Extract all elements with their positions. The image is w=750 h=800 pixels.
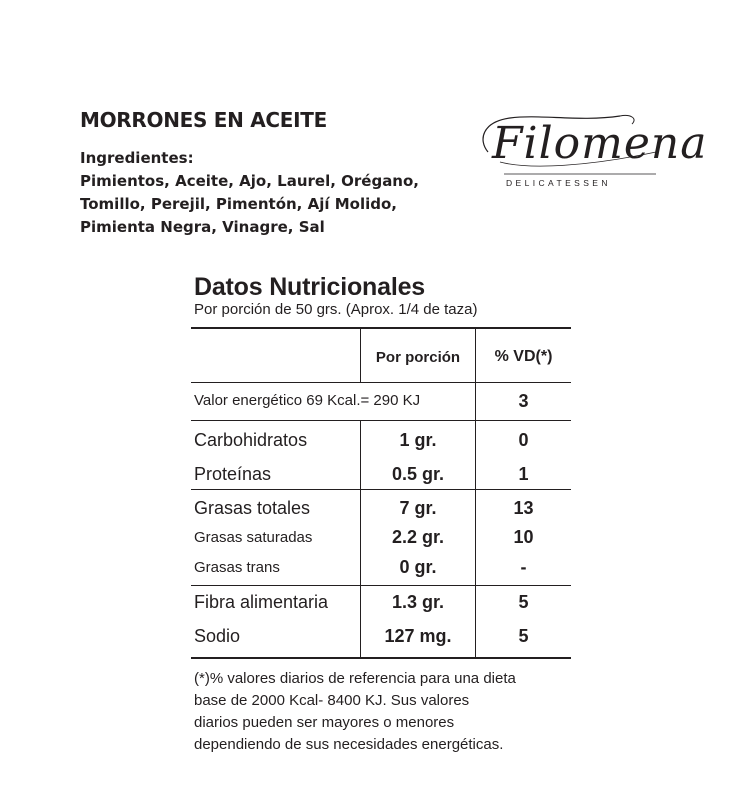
brand-logo: [470, 100, 708, 200]
table-row-label: Grasas totales: [194, 498, 311, 518]
table-row-vd: 10: [513, 527, 534, 547]
table-row-label: Carbohidratos: [194, 430, 308, 450]
brand-tagline: DELICATESSEN: [506, 178, 611, 188]
table-row-vd: 5: [518, 626, 529, 646]
footnote-line: dependiendo de sus necesidades energéticas.: [194, 736, 504, 753]
brand-name: Filomena: [492, 118, 708, 169]
table-row-portion: 0 gr.: [399, 557, 437, 577]
table-bottom-rule: [191, 657, 571, 659]
table-row-label: Grasas saturadas: [194, 529, 313, 546]
section-rule: [191, 489, 571, 490]
energy-vd: 3: [518, 391, 529, 411]
table-row-portion: 1.3 gr.: [391, 592, 445, 612]
footnote-line: base de 2000 Kcal- 8400 KJ. Sus valores: [194, 692, 470, 709]
table-row-vd: 0: [518, 430, 529, 450]
table-row-vd: 13: [513, 498, 534, 518]
table-row-portion: 0.5 gr.: [391, 464, 445, 484]
table-row-portion: 7 gr.: [399, 498, 437, 518]
energy-label: Valor energético 69 Kcal.= 290 KJ: [194, 392, 421, 409]
section-rule: [191, 585, 571, 586]
header-portion: Por porción: [375, 349, 461, 366]
ingredients-line: Pimientos, Aceite, Ajo, Laurel, Orégano,: [80, 172, 419, 190]
table-row-portion: 1 gr.: [399, 430, 437, 450]
ingredients-line: Pimienta Negra, Vinagre, Sal: [80, 218, 325, 236]
energy-rule: [191, 420, 571, 421]
table-row-vd: 1: [518, 464, 529, 484]
ingredients-block: [80, 147, 460, 239]
table-row-portion: 2.2 gr.: [391, 527, 445, 547]
header-rule: [191, 382, 571, 383]
table-row-label: Proteínas: [194, 464, 272, 484]
ingredients-heading: Ingredientes:: [80, 149, 194, 167]
product-title: MORRONES EN ACEITE: [80, 108, 328, 132]
footnote-line: diarios pueden ser mayores o menores: [194, 714, 455, 731]
nutrition-subtitle: Por porción de 50 grs. (Aprox. 1/4 de taza): [194, 301, 478, 318]
header-vd: % VD(*): [494, 348, 553, 365]
ingredients-line: Tomillo, Perejil, Pimentón, Ají Molido,: [80, 195, 397, 213]
table-row-portion: 127 mg.: [384, 626, 452, 646]
table-row-label: Sodio: [194, 626, 241, 646]
table-row-vd: -: [520, 557, 527, 577]
footnote: [194, 668, 584, 756]
nutrition-title: Datos Nutricionales: [194, 273, 425, 301]
footnote-line: (*)% valores diarios de referencia para una dieta: [194, 670, 516, 687]
table-row-vd: 5: [518, 592, 529, 612]
table-row-label: Fibra alimentaria: [194, 592, 329, 612]
table-top-rule: [191, 327, 571, 329]
table-row-label: Grasas trans: [194, 559, 280, 576]
